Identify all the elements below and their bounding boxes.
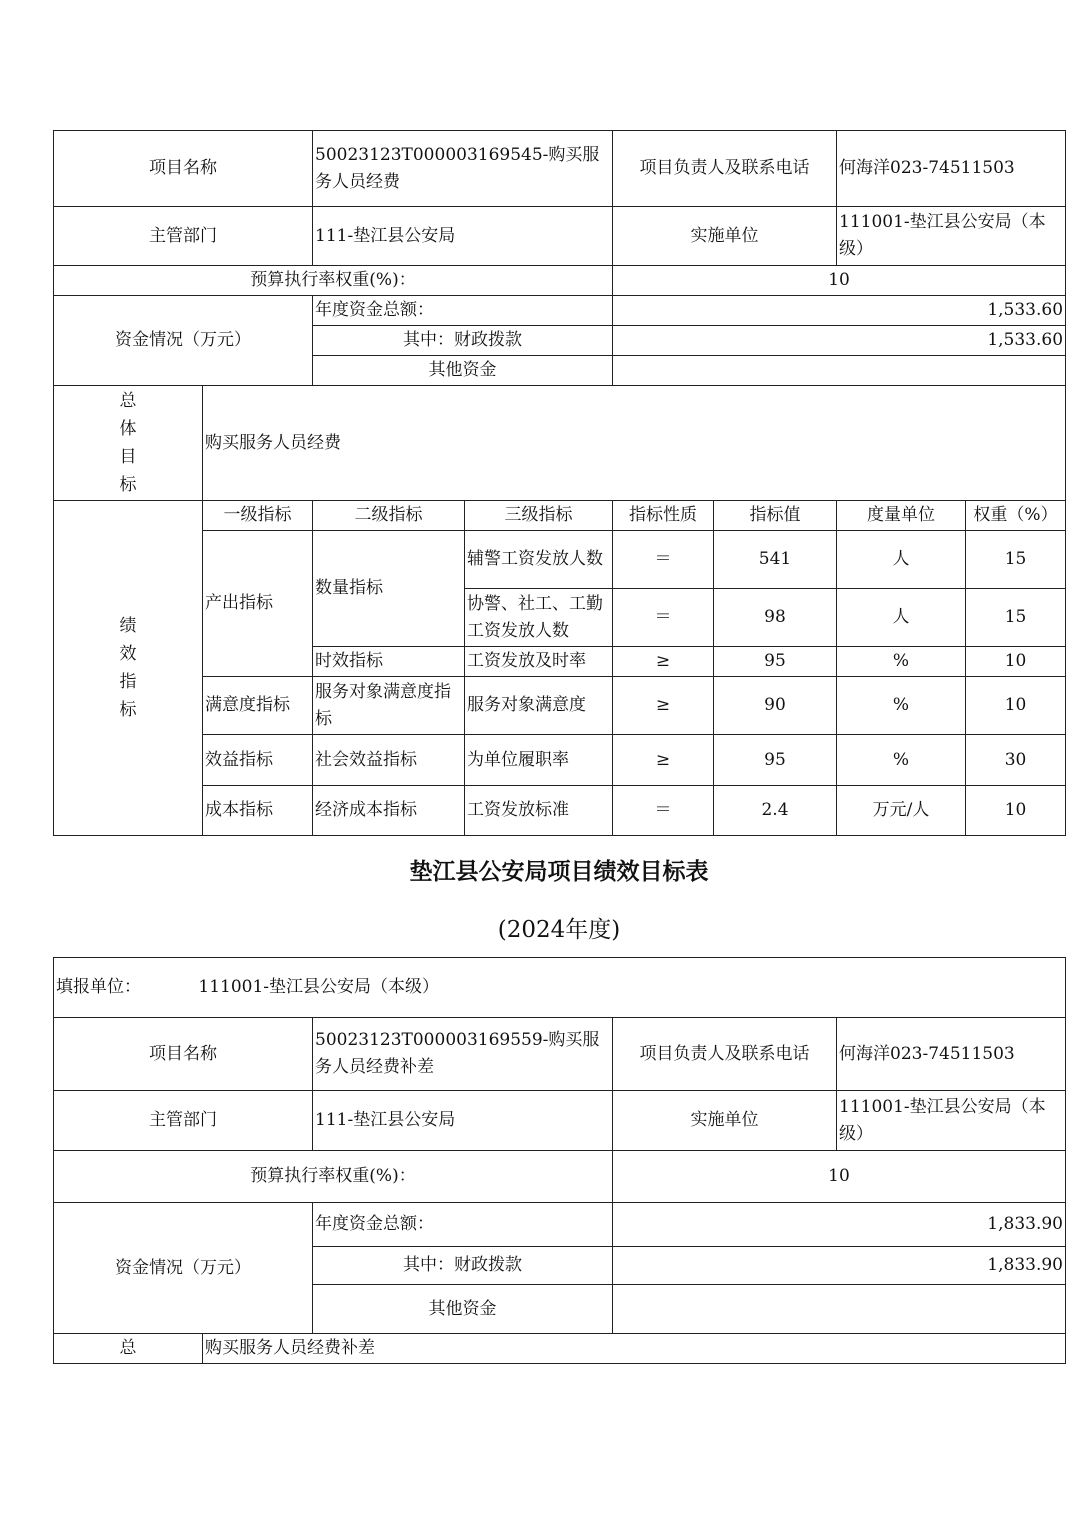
dept-value: 111-垫江县公安局 [313, 207, 613, 266]
fund-total-label: 年度资金总额： [313, 296, 613, 326]
header-weight: 权重（%） [966, 501, 1066, 531]
perf-label: 绩 效 指 标 [54, 501, 203, 836]
table-row [54, 735, 1066, 786]
cell-nature: ≥ [613, 677, 714, 735]
cell-l2: 经济成本指标 [313, 786, 465, 836]
cell-l1: 成本指标 [203, 786, 313, 836]
cell-value: 95 [714, 647, 837, 677]
project-name-value: 50023123T000003169545-购买服务人员经费 [313, 131, 613, 207]
fund-label: 资金情况（万元） [54, 296, 313, 386]
cell-value: 2.4 [714, 786, 837, 836]
cell-l1: 产出指标 [203, 531, 313, 677]
document-year: (2024年度) [497, 917, 621, 943]
cell-l3: 工资发放及时率 [465, 647, 613, 677]
cell-weight: 10 [966, 647, 1066, 677]
table-row [54, 786, 1066, 836]
header-l3: 三级指标 [465, 501, 613, 531]
cell-weight: 15 [966, 531, 1066, 589]
project-table-2 [53, 957, 1066, 1364]
project-name-label: 项目名称 [54, 131, 313, 207]
cell-nature: ＝ [613, 531, 714, 589]
impl-value: 111001-垫江县公安局（本级） [837, 207, 1066, 266]
impl-value: 111001-垫江县公安局（本级） [837, 1091, 1066, 1151]
budget-weight-label: 预算执行率权重(%)： [54, 266, 613, 296]
manager-value: 何海洋023-74511503 [837, 1018, 1066, 1091]
fund-fiscal-value: 1,533.60 [613, 326, 1066, 356]
impl-label: 实施单位 [613, 207, 837, 266]
fund-fiscal-value: 1,833.90 [613, 1247, 1066, 1285]
cell-value: 541 [714, 531, 837, 589]
cell-value: 90 [714, 677, 837, 735]
cell-unit: 人 [837, 531, 966, 589]
budget-weight-label: 预算执行率权重(%)： [54, 1151, 613, 1203]
header-value: 指标值 [714, 501, 837, 531]
reporter-row [54, 958, 1066, 1018]
project-table-1 [53, 130, 1066, 836]
cell-weight: 15 [966, 589, 1066, 647]
cell-l2: 服务对象满意度指标 [313, 677, 465, 735]
goal-value: 购买服务人员经费 [203, 386, 1066, 501]
cell-value: 98 [714, 589, 837, 647]
reporter-label: 填报单位： [56, 977, 141, 997]
cell-l2: 数量指标 [313, 531, 465, 647]
dept-value: 111-垫江县公安局 [313, 1091, 613, 1151]
cell-nature: ≥ [613, 735, 714, 786]
reporter-value: 111001-垫江县公安局（本级） [198, 977, 440, 997]
document-title: 垫江县公安局项目绩效目标表 [409, 859, 709, 885]
header-nature: 指标性质 [613, 501, 714, 531]
cell-value: 95 [714, 735, 837, 786]
header-l1: 一级指标 [203, 501, 313, 531]
header-unit: 度量单位 [837, 501, 966, 531]
table-row [54, 531, 1066, 589]
cell-weight: 10 [966, 677, 1066, 735]
goal-label: 总 体 目 标 [54, 386, 203, 501]
cell-l2: 社会效益指标 [313, 735, 465, 786]
cell-unit: % [837, 647, 966, 677]
budget-weight-value: 10 [613, 266, 1066, 296]
budget-weight-value: 10 [613, 1151, 1066, 1203]
fund-total-value: 1,533.60 [613, 296, 1066, 326]
cell-l1: 效益指标 [203, 735, 313, 786]
header-l2: 二级指标 [313, 501, 465, 531]
project-name-value: 50023123T000003169559-购买服务人员经费补差 [313, 1018, 613, 1091]
manager-label: 项目负责人及联系电话 [613, 131, 837, 207]
dept-label: 主管部门 [54, 1091, 313, 1151]
manager-label: 项目负责人及联系电话 [613, 1018, 837, 1091]
cell-l3: 工资发放标准 [465, 786, 613, 836]
cell-unit: 万元/人 [837, 786, 966, 836]
fund-other-value [613, 1285, 1066, 1334]
fund-other-label: 其他资金 [313, 356, 613, 386]
cell-l3: 服务对象满意度 [465, 677, 613, 735]
cell-unit: 人 [837, 589, 966, 647]
fund-total-label: 年度资金总额： [313, 1203, 613, 1247]
cell-l3: 协警、社工、工勤工资发放人数 [465, 589, 613, 647]
manager-value: 何海洋023-74511503 [837, 131, 1066, 207]
fund-other-value [613, 356, 1066, 386]
cell-nature: ＝ [613, 589, 714, 647]
goal-value: 购买服务人员经费补差 [203, 1334, 1066, 1364]
fund-total-value: 1,833.90 [613, 1203, 1066, 1247]
cell-unit: % [837, 677, 966, 735]
fund-other-label: 其他资金 [313, 1285, 613, 1334]
cell-l2: 时效指标 [313, 647, 465, 677]
cell-nature: ＝ [613, 786, 714, 836]
cell-nature: ≥ [613, 647, 714, 677]
goal-label: 总 [54, 1334, 203, 1364]
fund-fiscal-label: 其中：财政拨款 [313, 326, 613, 356]
cell-l3: 辅警工资发放人数 [465, 531, 613, 589]
cell-weight: 30 [966, 735, 1066, 786]
dept-label: 主管部门 [54, 207, 313, 266]
cell-l3: 为单位履职率 [465, 735, 613, 786]
cell-weight: 10 [966, 786, 1066, 836]
impl-label: 实施单位 [613, 1091, 837, 1151]
fund-label: 资金情况（万元） [54, 1203, 313, 1334]
cell-l1: 满意度指标 [203, 677, 313, 735]
cell-unit: % [837, 735, 966, 786]
fund-fiscal-label: 其中：财政拨款 [313, 1247, 613, 1285]
project-name-label: 项目名称 [54, 1018, 313, 1091]
table-row [54, 677, 1066, 735]
